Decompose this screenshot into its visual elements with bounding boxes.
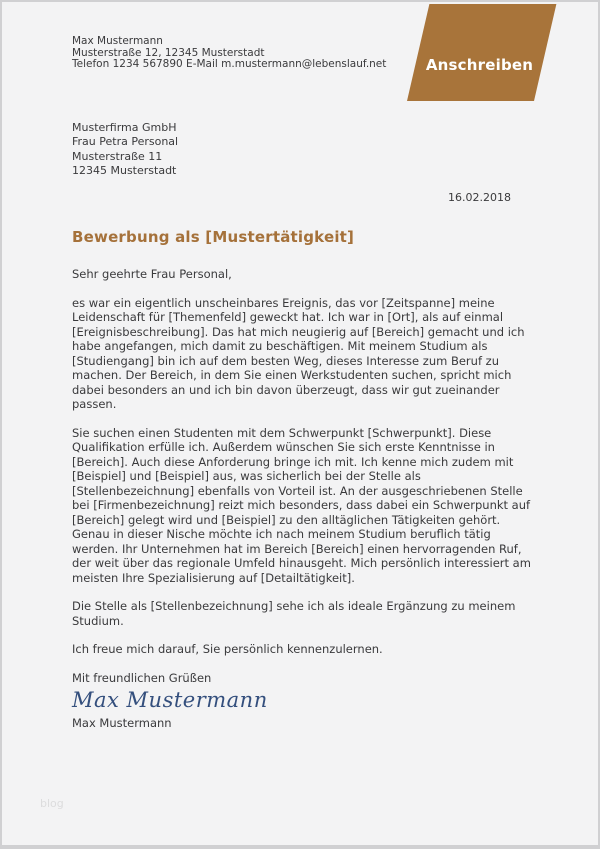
badge-label: Anschreiben bbox=[425, 56, 534, 74]
subject-heading: Bewerbung als [Mustertätigkeit] bbox=[72, 228, 355, 246]
closing-salutation: Mit freundlichen Grüßen bbox=[72, 670, 212, 685]
blog-watermark: blog bbox=[40, 797, 64, 810]
paragraph-qualifications: Sie suchen einen Studenten mit dem Schwerpunkt [Schwerpunkt]. Diese Qualifikation erfülle ich. Außerdem wünschen Sie sich erste Kenntnisse in [Bereich]. Auch diese Anforderung bringe ich mit. Ich kenne mich zudem mit [Beispiel] und [Beispiel] aus, was sicherlich bei der Stelle als [Stellenbezeichnung] ebenfalls von Vorteil ist. An der ausgeschriebenen Stelle bei [Firmenbezeichnung] reizt mich besonders, dass dabei ein Schwerpunkt auf [Bereich] gelegt wird und [Beispiel] zu den alltäglichen Tätigkeiten gehört. Genau in dieser Nische möchte ich nach meinem Studium beruflich tätig werden. Ihr Unternehmen hat im Bereich [Bereich] einen hervorragenden Ruf, der weit über das regionale Umfeld hinausgeht. Mich persönlich interessiert am meisten Ihre Spezialisierung auf [Detailtätigkeit]. bbox=[72, 425, 531, 585]
paragraph-outro: Ich freue mich darauf, Sie persönlich kennenzulernen. bbox=[72, 642, 383, 656]
handwritten-signature: Max Mustermann bbox=[72, 688, 268, 712]
sender-address: Musterstraße 12, 12345 Musterstadt bbox=[72, 46, 265, 59]
recipient-contact-person: Frau Petra Personal bbox=[72, 135, 179, 149]
paragraph-fit: Die Stelle als [Stellenbezeichnung] sehe ich als ideale Ergänzung zu meinem Studium. bbox=[72, 599, 516, 628]
paragraph-intro: es war ein eigentlich unscheinbares Ereignis, das vor [Zeitspanne] meine Leidenschaft für [Themenfeld] geweckt hat. Ich war in [Ort], als auf einmal [Ereignisbeschreibung]. Das hat mich neugierig auf [Bereich] gemacht und ich habe angefangen, mich damit zu beschäftigen. Mit meinem Studium als [Studiengang] bin ich auf dem besten Weg, dieses Interesse zum Beruf zu machen. Der Bereich, in dem Sie einen Werkstudenten suchen, spricht mich dabei besonders an und ich bin davon überzeugt, dass wir gut zueinander passen. bbox=[72, 295, 525, 411]
sender-block bbox=[72, 36, 386, 71]
anschreiben-badge bbox=[407, 4, 534, 101]
salutation-line: Sehr geehrte Frau Personal, bbox=[72, 267, 232, 281]
letter-date: 16.02.2018 bbox=[448, 191, 511, 204]
sender-name: Max Mustermann bbox=[72, 35, 163, 47]
recipient-block bbox=[72, 121, 178, 179]
recipient-street: Musterstraße 11 bbox=[72, 149, 163, 163]
sender-contact: Telefon 1234 567890 E-Mail m.mustermann@lebenslauf.net bbox=[72, 58, 387, 71]
parallelogram-shape bbox=[407, 4, 556, 101]
letter-body bbox=[72, 267, 535, 731]
recipient-company: Musterfirma GmbH bbox=[72, 121, 177, 134]
typed-signature-name: Max Mustermann bbox=[72, 716, 172, 730]
recipient-city: 12345 Musterstadt bbox=[72, 164, 177, 178]
